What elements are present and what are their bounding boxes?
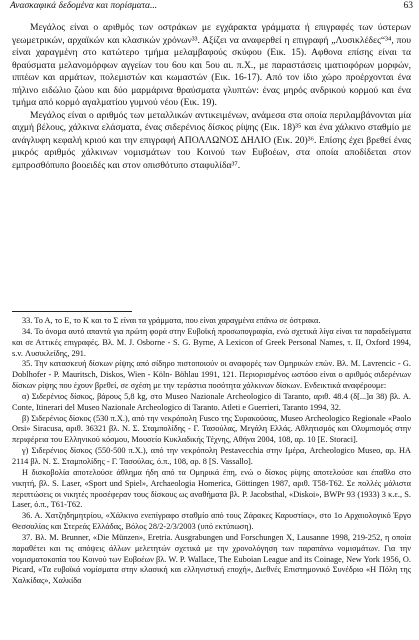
footnote: 36. Α. Χατζηδημητρίου, «Χάλκινο ενεπίγραφο σταθμίο από τους Ζάρακες Καρυστίας», στο 1ο Αρχαιολογικό Έργο Θεσσαλίας και Στερεάς Ελλάδας, Βόλος 28/2-2/3/2003 (υπό εκτύπωση). [12,511,411,532]
running-head-title: Ανασκαφικά δεδομένα και πορίσματα... [10,1,158,11]
page-number: 63 [403,1,413,11]
body-paragraph: Μεγάλος είναι ο αριθμός των οστράκων με εγχάρακτα γράμματα ή επιγραφές των ύστερων γεωμετρικών, αρχαϊκών και κλασικών χρόνων³³. Αξίζει να αναφερθεί η επιγραφή „Λυσικλέδες“³⁴, που είναι χαραγμένη στο κατώτερο τμήμα μελαμβαφούς σκύφου (Εικ. 15). Αφθονα επίσης είναι τα θραύσματα μελανομόρφων αγγείων του 6ου και 5ου αι. π.Χ., με παραστάσεις ιματιοφόρων μορφών, ιππέων και αρμάτων, πολεμιστών και κωμαστών (Εικ. 16-17). Από τον ίδιο χώρο προέρχονται ένα πήλινο ειδώλιο ζώου και δύο μαρμάρινα θραύσματα γλυπτών: ένας μηρός ανδρικού κορμού και ένα τμήμα από κορμό αγαλματίου γυμνού νέου (Εικ. 19). [12,22,411,109]
footnote: β) Σιδερένιος δίσκος (530 π.Χ.), από την νεκρόπολη Fusco της Συρακούσας, Museo Archeologico Regionale «Paolo Orsi» Siracusa, αριθ. 36321 βλ. N. Σ. Σταμπολίδης - Γ. Τασούλας, Μεγάλη Ελλάς. Αθλητισμός και Ολυμπισμός στην περιφέρεια του Ελληνικού κόσμου, Μουσείο Κυκλαδικής Τέχνης, Αθήνα 2004, 108, αρ. 10 [E. Storaci]. [12,413,411,445]
main-text [12,22,411,173]
footnote: 33. Το Α, το Ε, το Κ και το Σ είναι τα γράμματα, που είναι χαραγμένα επάνω σε όστρακα. [22,316,321,325]
body-paragraph: Μεγάλος είναι ο αριθμός των μεταλλικών αντικειμένων, ανάμεσα στα οποία περιλαμβάνονται μία αιχμή βέλους, χάλκινα ελάσματα, ένας σιδερένιος δίσκος ρίψης (Εικ. 18)³⁵ και ένα χάλκινο σταθμίο με ανάγλυφη κεφαλή κριού και την επιγραφή ΑΠΟΛΛΩΝΟΣ ΔΗΛΙΟ (Εικ. 20)³⁶. Επίσης έχει βρεθεί ένας μικρός αριθμός χάλκινων νομισμάτων του Κοινού των Ευβοέων, στα οποία αποδίδεται στον εμπροσθόπυπο βοοειδές και στον οπισθότυπο σταφυλίδα³⁷. [12,109,411,172]
footnote: 34. Το όνομα αυτό απαντά για πρώτη φορά στην Ευβοϊκή προσωπογραφία, ενώ σχετικά λίγα είναι τα παραδείγματα και σε Αττικές επιγραφές. Βλ. M. J. Osborne - S. G. Byrne, A Lexicon of Greek Personal Names, τ. II, Oxford 1994, s.v. Λυσικλείδης, 291. [12,326,411,358]
footnote: 37. Βλ. M. Brunner, «Die Münzen», Eretria. Ausgrabungen und Forschungen X, Lausanne 1998, 219-252, η οποία παραθέτει και τις απόψεις άλλων μελετητών σχετικά με την χρονολόγηση των παραπάνω νομισμάτων. Για την νομισματοκοπία του Κοινού των Ευβοέων βλ. W. P. Wallace, The Euboian League and its Coinage, New York 1956, O. Picard, «Τα ευβοϊκά νομίσματα στην κλασική και ελληνιστική εποχή», Διεθνές Επιστημονικό Συνέδριο «Η Πόλη της Χαλκίδας», Χαλκίδα [12,532,411,586]
footnote-separator [12,311,132,312]
footnote: Η δισκοβολία αποτελούσε άθλημα ήδη από τα Ομηρικά έπη, ενώ ο δίσκος ρίψης αποτελούσε και έπαθλο στο νικητή, βλ. S. Laser, «Sport und Spiel», Archaeologia Homerica, Göttingen 1987, αριθ. Τ58-Τ62. Σε πολλές μάλιστα περιπτώσεις οι νικητές προσέφεραν τους δίσκους ως αναθήματα βλ. P. Jacobsthal, «Diskoi», BWPr 93 (1933) 3 κ.ε., S. Laser, ό.π., Τ61-Τ62. [12,467,411,510]
footnotes [12,316,411,587]
running-head [10,1,413,15]
footnote: α) Σιδερένιος δίσκος, βάρους 5,8 kg, στο Museo Nazionale Archeologico di Taranto, αριθ. 48.4 (δ[...]α 38) βλ. A. Conte, Itinerari del Museo Nazionale Archeologico di Taranto. Atleti e Guerrieri, Taranto 1994, 32. [12,391,411,412]
footnote: 35. Την κατασκευή δίσκων ρίψης από σίδηρο πιστοποιούν οι αναφορές των Ομηρικών επών. Βλ. M. Lavrencic - G. Doblhofer - P. Mauritsch, Diskos, Wien - Köln- Böhlau 1991, 121. Περιορισμένος ωστόσο είναι ο αριθμός σιδερένιων δίσκων ρίψης που έχουν βρεθεί, σε σχέση με την τεράστια ποσότητα χάλκινων δίσκων. Ενδεικτικά αναφέρουμε: [12,359,411,391]
footnote: γ) Σιδερένιος δίσκος (550-500 π.Χ.), από την νεκρόπολη Pestavecchia στην Ιμέρα, Archeologico Museo, αρ. HA 2114 βλ. N. Σ. Σταμπολίδης - Γ. Τασούλας, ό.π., 108, αρ. 8 [S. Vassallo]. [12,446,411,466]
